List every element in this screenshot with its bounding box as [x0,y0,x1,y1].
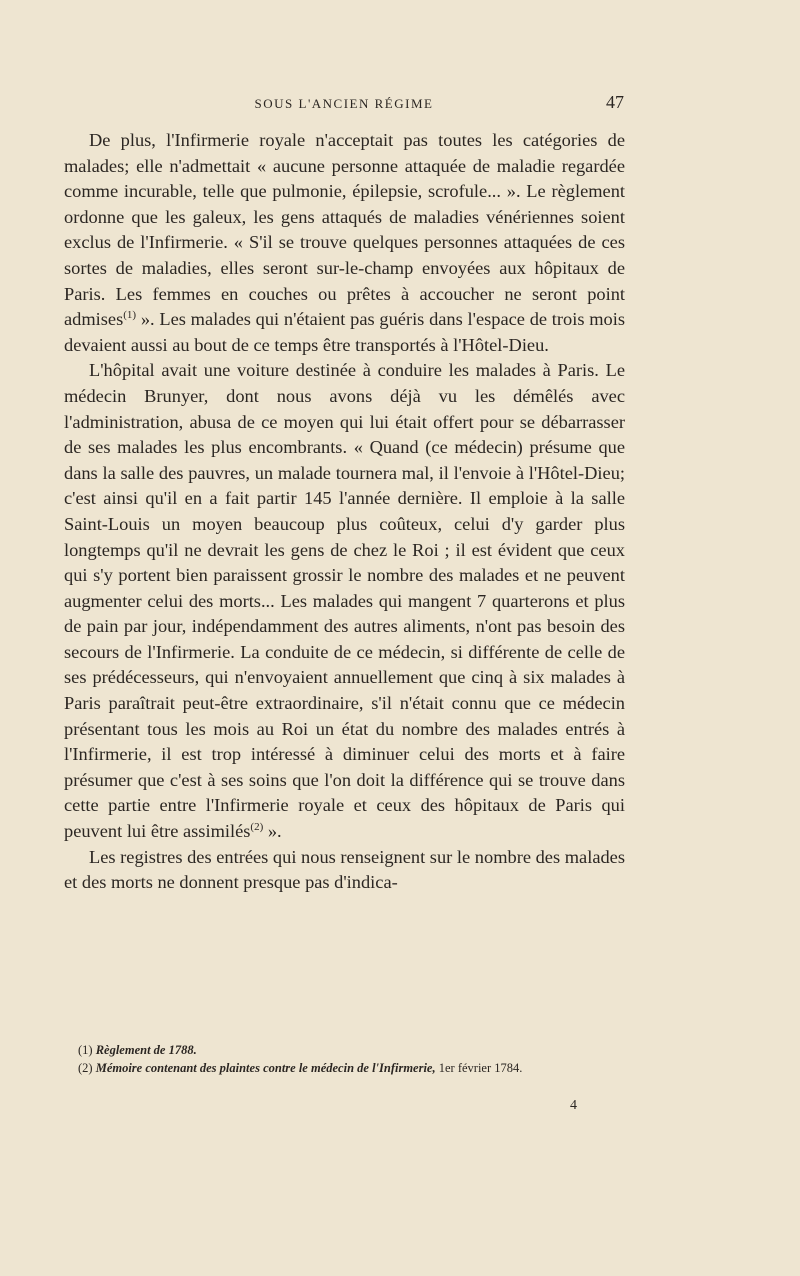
page-number: 47 [606,92,624,112]
paragraph-text: ». Les malades qui n'étaient pas guéris dans l'espace de trois mois devaient aussi au bout de ce temps être transportés à l'Hôtel-Dieu. [64,309,625,355]
running-title: SOUS L'ANCIEN RÉGIME [254,96,434,111]
paragraph-text: L'hôpital avait une voiture destinée à conduire les malades à Paris. Le médecin Brunyer, dont nous avons déjà vu les démêlés avec l'administration, abusa de ce moyen qui lui était offert pour se débarrasser de ses malades les plus encombrants. « Quand (ce médecin) présume que dans la salle des pauvres, un malade tournera mal, il l'envoie à l'Hôtel-Dieu; c'est ainsi qu'il en a fait partir 145 l'année dernière. Il emploie à la salle Saint-Louis un moyen beaucoup plus coûteux, celui d'y garder plus longtemps qu'il ne devrait les gens de chez le Roi ; il est évident que ceux qui s'y portent bien paraissent grossir le nombre des malades et ne peuvent augmenter celui des morts... Les malades qui mangent 7 quarterons et plus de pain par jour, indépendamment des autres aliments, n'ont pas besoin des secours de l'Infirmerie. La conduite de ce médecin, si différente de celle de ses prédécesseurs, qui n'envoyaient annuellement que cinq à six malades à Paris paraîtrait peut-être extraordinaire, s'il n'était connu que ce médecin présentant tous les mois au Roi un état du nombre des malades entrés à l'Infirmerie, il est trop intéressé à diminuer celui des morts et à faire présumer que c'est à ses soins que l'on doit la différence qui se trouve dans cette partie entre l'Infirmerie royale et ceux des hôpitaux de Paris qui peuvent lui être assimilés [64,360,625,842]
signature-mark: 4 [570,1098,577,1113]
footnotes [64,1042,625,1078]
paragraph [64,128,625,358]
paragraph [64,358,625,844]
footnote [64,1042,625,1058]
footnote-reference: (2) [250,820,264,833]
paragraph [64,845,625,896]
running-head [64,94,624,116]
footnote-marker: (2) [78,1061,93,1075]
body-text [64,128,625,896]
footnote-reference: (1) [123,309,137,322]
paragraph-text: De plus, l'Infirmerie royale n'acceptait pas toutes les catégories de malades; elle n'admettait « aucune personne attaquée de maladie regardée comme incurable, telle que pulmonie, épilepsie, scrofule... ». Le règlement ordonne que les galeux, les gens attaqués de maladies vénériennes soient exclus de l'Infirmerie. « S'il se trouve quelques personnes attaquées de ces sortes de maladies, elles seront sur-le-champ envoyées aux hôpitaux de Paris. Les femmes en couches ou prêtes à accoucher ne seront point admises [64,130,625,330]
footnote-title: Règlement de 1788. [95,1043,197,1057]
footnote-title: Mémoire contenant des plaintes contre le médecin de l'Infirmerie, [95,1061,436,1075]
footnote-rest: 1er février 1784. [435,1061,523,1075]
footnote-marker: (1) [78,1043,93,1057]
footnote [64,1060,625,1076]
paragraph-text: Les registres des entrées qui nous renseignent sur le nombre des malades et des morts ne donnent presque pas d'indica- [64,846,625,893]
paragraph-text: ». [263,821,282,842]
